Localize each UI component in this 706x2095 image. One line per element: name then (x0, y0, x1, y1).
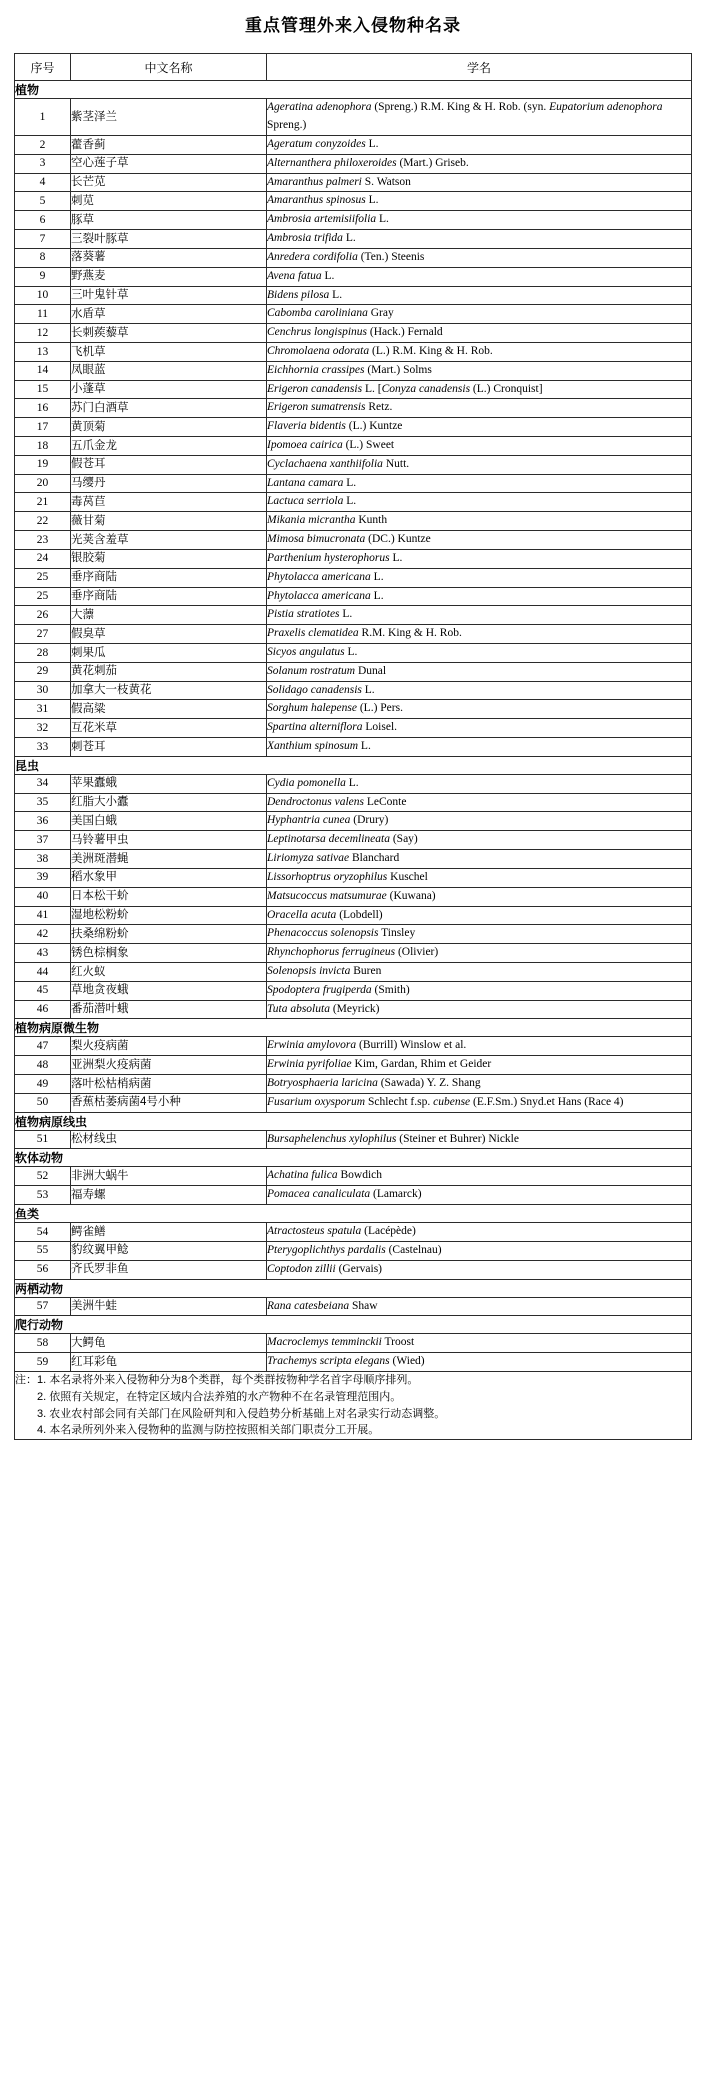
row-index: 25 (15, 568, 71, 587)
row-index: 19 (15, 455, 71, 474)
chinese-name: 苏门白酒草 (71, 399, 267, 418)
table-row (15, 248, 692, 267)
row-index: 46 (15, 1000, 71, 1019)
scientific-name: Flaveria bidentis (L.) Kuntze (267, 418, 692, 437)
row-index: 2 (15, 136, 71, 155)
row-index: 50 (15, 1093, 71, 1112)
row-index: 54 (15, 1223, 71, 1242)
table-row (15, 1130, 692, 1149)
row-index: 37 (15, 831, 71, 850)
row-index: 24 (15, 549, 71, 568)
row-index: 16 (15, 399, 71, 418)
table-row (15, 455, 692, 474)
group-label: 植物病原微生物 (15, 1019, 692, 1037)
table-header (15, 54, 692, 81)
chinese-name: 草地贪夜蛾 (71, 981, 267, 1000)
row-index: 23 (15, 531, 71, 550)
row-index: 33 (15, 738, 71, 757)
table-row (15, 399, 692, 418)
scientific-name: Hyphantria cunea (Drury) (267, 812, 692, 831)
scientific-name: Ipomoea cairica (L.) Sweet (267, 437, 692, 456)
row-index: 52 (15, 1167, 71, 1186)
chinese-name: 黄花刺茄 (71, 662, 267, 681)
chinese-name: 落葵薯 (71, 248, 267, 267)
chinese-name: 大薸 (71, 606, 267, 625)
row-index: 45 (15, 981, 71, 1000)
chinese-name: 福寿螺 (71, 1186, 267, 1205)
scientific-name: Ambrosia artemisiifolia L. (267, 211, 692, 230)
table-row (15, 812, 692, 831)
table-group-row (15, 81, 692, 99)
chinese-name: 垂序商陆 (71, 587, 267, 606)
table-row (15, 1093, 692, 1112)
scientific-name: Phenacoccus solenopsis Tinsley (267, 925, 692, 944)
chinese-name: 紫茎泽兰 (71, 99, 267, 136)
chinese-name: 稻水象甲 (71, 868, 267, 887)
scientific-name: Ageratina adenophora (Spreng.) R.M. King & H. Rob. (syn. Eupatorium adenophora Spreng.) (267, 99, 692, 136)
table-footer (15, 1371, 692, 1439)
column-header-chinese-name: 中文名称 (71, 54, 267, 81)
scientific-name: Erigeron sumatrensis Retz. (267, 399, 692, 418)
chinese-name: 互花米草 (71, 719, 267, 738)
table-row (15, 1260, 692, 1279)
chinese-name: 大鳄龟 (71, 1334, 267, 1353)
chinese-name: 假高粱 (71, 700, 267, 719)
row-index: 17 (15, 418, 71, 437)
row-index: 58 (15, 1334, 71, 1353)
table-row (15, 587, 692, 606)
table-row (15, 342, 692, 361)
row-index: 39 (15, 868, 71, 887)
chinese-name: 马缨丹 (71, 474, 267, 493)
chinese-name: 马铃薯甲虫 (71, 831, 267, 850)
scientific-name: Oracella acuta (Lobdell) (267, 906, 692, 925)
row-index: 3 (15, 154, 71, 173)
scientific-name: Solanum rostratum Dunal (267, 662, 692, 681)
scientific-name: Erwinia pyrifoliae Kim, Gardan, Rhim et Geider (267, 1056, 692, 1075)
chinese-name: 凤眼蓝 (71, 361, 267, 380)
table-row (15, 1056, 692, 1075)
chinese-name: 落叶松枯梢病菌 (71, 1075, 267, 1094)
scientific-name: Sorghum halepense (L.) Pers. (267, 700, 692, 719)
table-row (15, 380, 692, 399)
row-index: 6 (15, 211, 71, 230)
chinese-name: 红脂大小蠹 (71, 793, 267, 812)
scientific-name: Cydia pomonella L. (267, 774, 692, 793)
chinese-name: 梨火疫病菌 (71, 1037, 267, 1056)
row-index: 11 (15, 305, 71, 324)
table-row (15, 981, 692, 1000)
chinese-name: 加拿大一枝黄花 (71, 681, 267, 700)
scientific-name: Solenopsis invicta Buren (267, 962, 692, 981)
table-row (15, 230, 692, 249)
table-row (15, 361, 692, 380)
scientific-name: Botryosphaeria laricina (Sawada) Y. Z. Shang (267, 1075, 692, 1094)
row-index: 44 (15, 962, 71, 981)
scientific-name: Mimosa bimucronata (DC.) Kuntze (267, 531, 692, 550)
row-index: 38 (15, 850, 71, 869)
notes-block (15, 1371, 692, 1439)
scientific-name: Alternanthera philoxeroides (Mart.) Griseb. (267, 154, 692, 173)
scientific-name: Bursaphelenchus xylophilus (Steiner et Buhrer) Nickle (267, 1130, 692, 1149)
chinese-name: 苹果蠹蛾 (71, 774, 267, 793)
table-row (15, 286, 692, 305)
chinese-name: 美洲斑潜蝇 (71, 850, 267, 869)
table-row (15, 493, 692, 512)
group-label: 鱼类 (15, 1205, 692, 1223)
table-group-row (15, 1019, 692, 1037)
chinese-name: 日本松干蚧 (71, 887, 267, 906)
table-row (15, 136, 692, 155)
table-row (15, 305, 692, 324)
group-label: 爬行动物 (15, 1316, 692, 1334)
chinese-name: 垂序商陆 (71, 568, 267, 587)
table-row (15, 1241, 692, 1260)
row-index: 59 (15, 1353, 71, 1372)
table-row (15, 568, 692, 587)
table-row (15, 606, 692, 625)
row-index: 29 (15, 662, 71, 681)
chinese-name: 水盾草 (71, 305, 267, 324)
table-row (15, 1167, 692, 1186)
scientific-name: Achatina fulica Bowdich (267, 1167, 692, 1186)
chinese-name: 豚草 (71, 211, 267, 230)
table-row (15, 662, 692, 681)
scientific-name: Matsucoccus matsumurae (Kuwana) (267, 887, 692, 906)
table-row (15, 1075, 692, 1094)
chinese-name: 鳄雀鳝 (71, 1223, 267, 1242)
table-row (15, 1334, 692, 1353)
scientific-name: Atractosteus spatula (Lacépède) (267, 1223, 692, 1242)
group-label: 植物病原线虫 (15, 1112, 692, 1130)
row-index: 4 (15, 173, 71, 192)
scientific-name: Cenchrus longispinus (Hack.) Fernald (267, 324, 692, 343)
row-index: 49 (15, 1075, 71, 1094)
group-label: 软体动物 (15, 1149, 692, 1167)
row-index: 27 (15, 625, 71, 644)
table-header-row (15, 54, 692, 81)
chinese-name: 湿地松粉蚧 (71, 906, 267, 925)
note-line: 注：1. 本名录将外来入侵物种分为8个类群，每个类群按物种学名首字母顺序排列。 (15, 1373, 419, 1386)
chinese-name: 假臭草 (71, 625, 267, 644)
row-index: 53 (15, 1186, 71, 1205)
scientific-name: Ageratum conyzoides L. (267, 136, 692, 155)
table-row (15, 99, 692, 136)
table-row (15, 719, 692, 738)
chinese-name: 刺苋 (71, 192, 267, 211)
scientific-name: Eichhornia crassipes (Mart.) Solms (267, 361, 692, 380)
table-group-row (15, 1279, 692, 1297)
row-index: 9 (15, 267, 71, 286)
table-row (15, 437, 692, 456)
chinese-name: 野燕麦 (71, 267, 267, 286)
table-row (15, 1186, 692, 1205)
table-row (15, 154, 692, 173)
table-row (15, 700, 692, 719)
row-index: 22 (15, 512, 71, 531)
chinese-name: 锈色棕榈象 (71, 944, 267, 963)
chinese-name: 美国白蛾 (71, 812, 267, 831)
table-row (15, 211, 692, 230)
row-index: 32 (15, 719, 71, 738)
table-row (15, 643, 692, 662)
chinese-name: 亚洲梨火疫病菌 (71, 1056, 267, 1075)
scientific-name: Mikania micrantha Kunth (267, 512, 692, 531)
invasive-species-table (14, 53, 692, 1440)
row-index: 13 (15, 342, 71, 361)
chinese-name: 红火蚁 (71, 962, 267, 981)
scientific-name: Lissorhoptrus oryzophilus Kuschel (267, 868, 692, 887)
scientific-name: Liriomyza sativae Blanchard (267, 850, 692, 869)
chinese-name: 黄顶菊 (71, 418, 267, 437)
chinese-name: 藿香蓟 (71, 136, 267, 155)
chinese-name: 银胶菊 (71, 549, 267, 568)
table-row (15, 831, 692, 850)
chinese-name: 刺苍耳 (71, 738, 267, 757)
scientific-name: Pomacea canaliculata (Lamarck) (267, 1186, 692, 1205)
row-index: 34 (15, 774, 71, 793)
row-index: 25 (15, 587, 71, 606)
table-row (15, 192, 692, 211)
scientific-name: Rhynchophorus ferrugineus (Olivier) (267, 944, 692, 963)
scientific-name: Dendroctonus valens LeConte (267, 793, 692, 812)
scientific-name: Spodoptera frugiperda (Smith) (267, 981, 692, 1000)
scientific-name: Amaranthus palmeri S. Watson (267, 173, 692, 192)
table-row (15, 512, 692, 531)
table-row (15, 531, 692, 550)
scientific-name: Macroclemys temminckii Troost (267, 1334, 692, 1353)
row-index: 35 (15, 793, 71, 812)
row-index: 41 (15, 906, 71, 925)
row-index: 31 (15, 700, 71, 719)
chinese-name: 薇甘菊 (71, 512, 267, 531)
scientific-name: Avena fatua L. (267, 267, 692, 286)
row-index: 14 (15, 361, 71, 380)
row-index: 12 (15, 324, 71, 343)
table-row (15, 267, 692, 286)
chinese-name: 刺果瓜 (71, 643, 267, 662)
chinese-name: 香蕉枯萎病菌4号小种 (71, 1093, 267, 1112)
row-index: 21 (15, 493, 71, 512)
scientific-name: Cabomba caroliniana Gray (267, 305, 692, 324)
scientific-name: Parthenium hysterophorus L. (267, 549, 692, 568)
chinese-name: 假苍耳 (71, 455, 267, 474)
chinese-name: 番茄潜叶蛾 (71, 1000, 267, 1019)
scientific-name: Spartina alterniflora Loisel. (267, 719, 692, 738)
table-group-row (15, 1112, 692, 1130)
table-row (15, 1353, 692, 1372)
table-row (15, 549, 692, 568)
scientific-name: Ambrosia trifida L. (267, 230, 692, 249)
table-row (15, 1037, 692, 1056)
chinese-name: 小蓬草 (71, 380, 267, 399)
table-row (15, 906, 692, 925)
row-index: 48 (15, 1056, 71, 1075)
chinese-name: 非洲大蜗牛 (71, 1167, 267, 1186)
row-index: 15 (15, 380, 71, 399)
chinese-name: 松材线虫 (71, 1130, 267, 1149)
scientific-name: Lactuca serriola L. (267, 493, 692, 512)
scientific-name: Pterygoplichthys pardalis (Castelnau) (267, 1241, 692, 1260)
row-index: 18 (15, 437, 71, 456)
table-row (15, 324, 692, 343)
scientific-name: Erigeron canadensis L. [Conyza canadensis (L.) Cronquist] (267, 380, 692, 399)
group-label: 两栖动物 (15, 1279, 692, 1297)
group-label: 植物 (15, 81, 692, 99)
row-index: 36 (15, 812, 71, 831)
table-row (15, 850, 692, 869)
table-row (15, 474, 692, 493)
scientific-name: Praxelis clematidea R.M. King & H. Rob. (267, 625, 692, 644)
chinese-name: 三叶鬼针草 (71, 286, 267, 305)
scientific-name: Bidens pilosa L. (267, 286, 692, 305)
row-index: 7 (15, 230, 71, 249)
row-index: 20 (15, 474, 71, 493)
chinese-name: 毒莴苣 (71, 493, 267, 512)
table-row (15, 925, 692, 944)
row-index: 42 (15, 925, 71, 944)
group-label: 昆虫 (15, 756, 692, 774)
scientific-name: Erwinia amylovora (Burrill) Winslow et al. (267, 1037, 692, 1056)
table-row (15, 793, 692, 812)
row-index: 43 (15, 944, 71, 963)
scientific-name: Trachemys scripta elegans (Wied) (267, 1353, 692, 1372)
table-row (15, 868, 692, 887)
table-body (15, 81, 692, 1372)
column-header-scientific-name: 学名 (267, 54, 692, 81)
chinese-name: 长刺蒺藜草 (71, 324, 267, 343)
table-row (15, 1297, 692, 1316)
table-row (15, 625, 692, 644)
chinese-name: 长芒苋 (71, 173, 267, 192)
scientific-name: Coptodon zillii (Gervais) (267, 1260, 692, 1279)
scientific-name: Amaranthus spinosus L. (267, 192, 692, 211)
row-index: 8 (15, 248, 71, 267)
note-line: 4. 本名录所列外来入侵物种的监测与防控按照相关部门职责分工开展。 (37, 1424, 380, 1437)
scientific-name: Phytolacca americana L. (267, 568, 692, 587)
row-index: 57 (15, 1297, 71, 1316)
scientific-name: Xanthium spinosum L. (267, 738, 692, 757)
scientific-name: Fusarium oxysporum Schlecht f.sp. cubense (E.F.Sm.) Snyd.et Hans (Race 4) (267, 1093, 692, 1112)
note-line: 3. 农业农村部会同有关部门在风险研判和入侵趋势分析基础上对名录实行动态调整。 (37, 1407, 446, 1420)
chinese-name: 扶桑绵粉蚧 (71, 925, 267, 944)
scientific-name: Leptinotarsa decemlineata (Say) (267, 831, 692, 850)
table-row (15, 887, 692, 906)
table-row (15, 418, 692, 437)
scientific-name: Cyclachaena xanthiifolia Nutt. (267, 455, 692, 474)
column-header-no: 序号 (15, 54, 71, 81)
table-group-row (15, 1149, 692, 1167)
table-row (15, 962, 692, 981)
row-index: 28 (15, 643, 71, 662)
scientific-name: Chromolaena odorata (L.) R.M. King & H. Rob. (267, 342, 692, 361)
chinese-name: 三裂叶豚草 (71, 230, 267, 249)
chinese-name: 空心莲子草 (71, 154, 267, 173)
row-index: 56 (15, 1260, 71, 1279)
notes-row (15, 1371, 692, 1439)
row-index: 26 (15, 606, 71, 625)
table-row (15, 738, 692, 757)
table-row (15, 944, 692, 963)
table-group-row (15, 1205, 692, 1223)
chinese-name: 五爪金龙 (71, 437, 267, 456)
row-index: 47 (15, 1037, 71, 1056)
row-index: 1 (15, 99, 71, 136)
table-group-row (15, 1316, 692, 1334)
scientific-name: Anredera cordifolia (Ten.) Steenis (267, 248, 692, 267)
scientific-name: Pistia stratiotes L. (267, 606, 692, 625)
scientific-name: Phytolacca americana L. (267, 587, 692, 606)
chinese-name: 红耳彩龟 (71, 1353, 267, 1372)
table-row (15, 1223, 692, 1242)
note-line: 2. 依照有关规定，在特定区域内合法养殖的水产物种不在名录管理范围内。 (37, 1390, 402, 1403)
chinese-name: 美洲牛蛙 (71, 1297, 267, 1316)
table-row (15, 774, 692, 793)
scientific-name: Solidago canadensis L. (267, 681, 692, 700)
scientific-name: Tuta absoluta (Meyrick) (267, 1000, 692, 1019)
scientific-name: Sicyos angulatus L. (267, 643, 692, 662)
table-group-row (15, 756, 692, 774)
chinese-name: 光荚含羞草 (71, 531, 267, 550)
chinese-name: 豹纹翼甲鲶 (71, 1241, 267, 1260)
row-index: 30 (15, 681, 71, 700)
table-row (15, 1000, 692, 1019)
table-row (15, 173, 692, 192)
chinese-name: 齐氏罗非鱼 (71, 1260, 267, 1279)
row-index: 40 (15, 887, 71, 906)
scientific-name: Rana catesbeiana Shaw (267, 1297, 692, 1316)
page-title: 重点管理外来入侵物种名录 (245, 16, 461, 35)
row-index: 51 (15, 1130, 71, 1149)
row-index: 10 (15, 286, 71, 305)
row-index: 55 (15, 1241, 71, 1260)
chinese-name: 飞机草 (71, 342, 267, 361)
row-index: 5 (15, 192, 71, 211)
table-row (15, 681, 692, 700)
scientific-name: Lantana camara L. (267, 474, 692, 493)
